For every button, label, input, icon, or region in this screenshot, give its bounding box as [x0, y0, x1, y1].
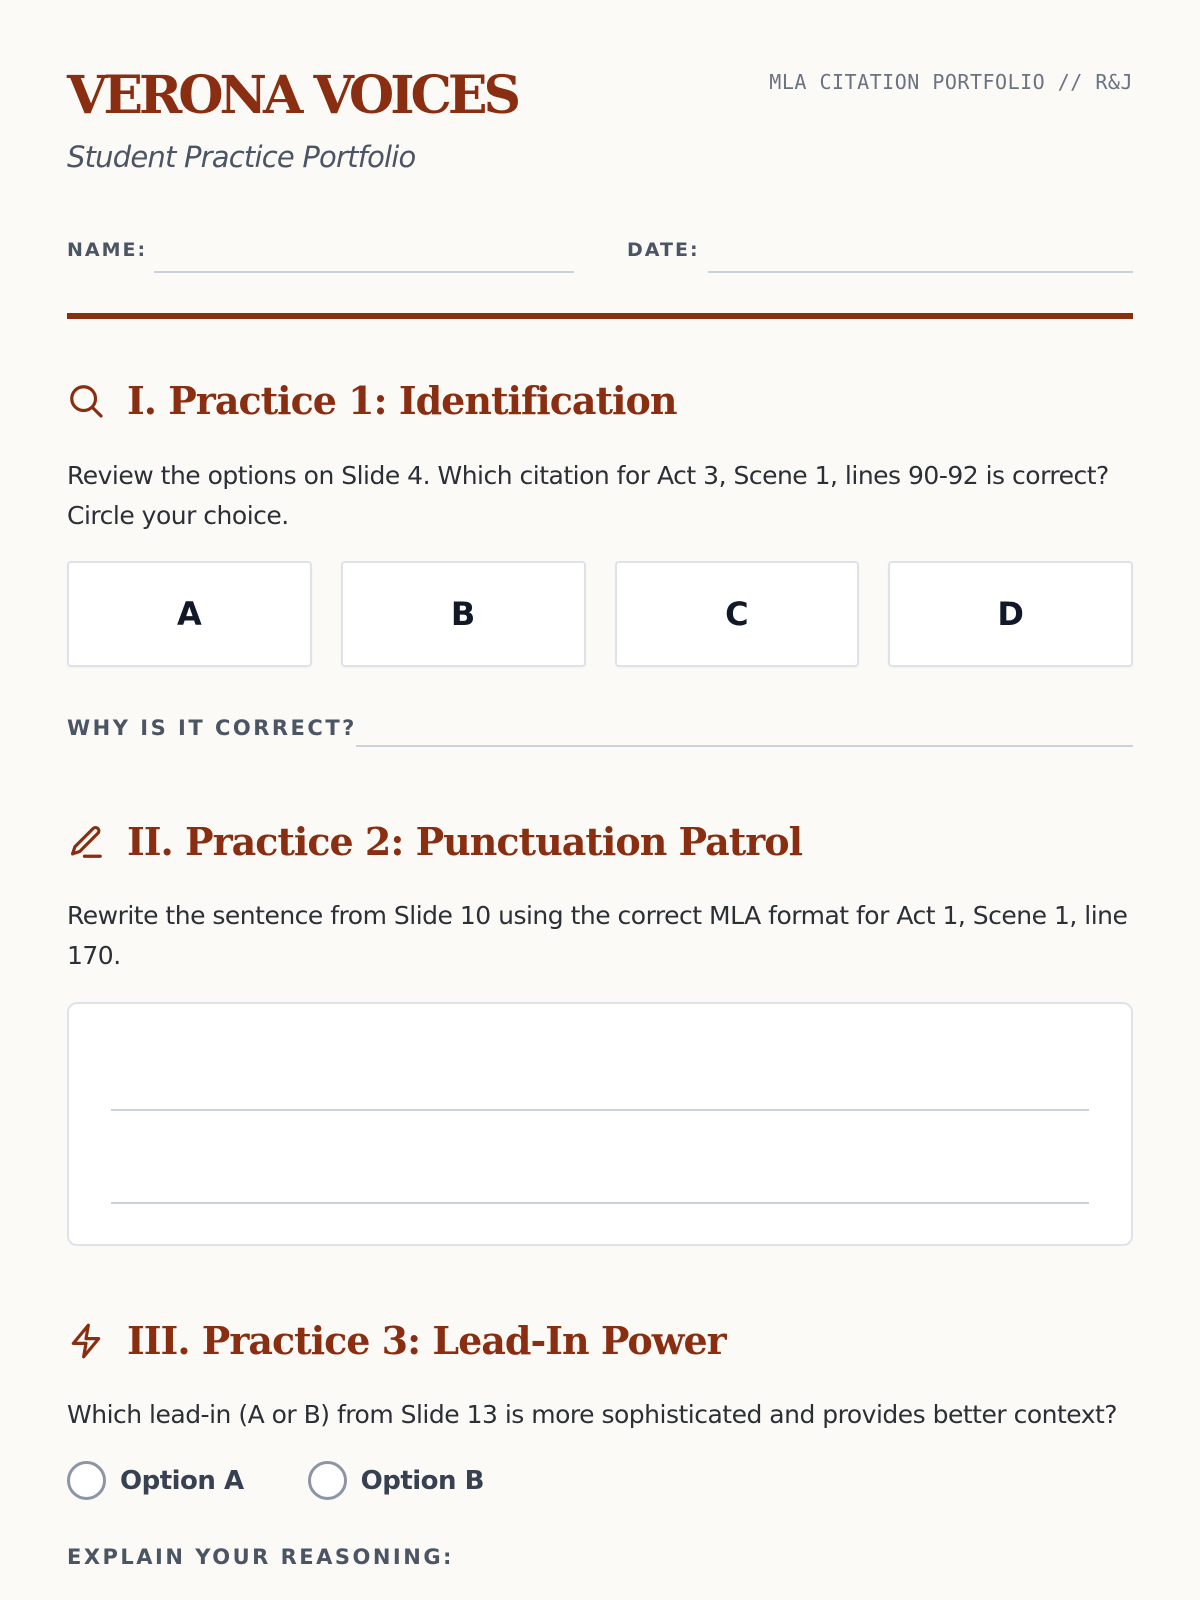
- option-a-radio[interactable]: [67, 1461, 244, 1500]
- section-2-title: II. Practice 2: Punctuation Patrol: [127, 819, 803, 864]
- rewrite-answer-box[interactable]: [67, 1002, 1133, 1246]
- section-2-heading: [67, 819, 802, 864]
- answer-line: [111, 1109, 1089, 1111]
- choice-group: [67, 561, 1133, 667]
- section-3-title: III. Practice 3: Lead-In Power: [127, 1318, 726, 1363]
- section-1-prompt: Review the options on Slide 4. Which citation for Act 3, Scene 1, lines 90-92 is correct? Circle your choice.: [67, 461, 1109, 530]
- section-3-heading: [67, 1318, 726, 1363]
- lightning-icon: [67, 1322, 105, 1360]
- worksheet-page: [67, 0, 1133, 1600]
- choice-a[interactable]: A: [67, 561, 312, 667]
- brand-title: VERONA VOICES: [67, 65, 518, 126]
- portfolio-tagline: MLA CITATION PORTFOLIO // R&J: [769, 70, 1133, 94]
- name-label: NAME:: [67, 239, 148, 261]
- name-field[interactable]: [154, 271, 574, 273]
- choice-b[interactable]: B: [341, 561, 586, 667]
- radio-circle-icon: [308, 1461, 347, 1500]
- option-b-radio[interactable]: [308, 1461, 484, 1500]
- option-a-label: Option A: [120, 1465, 244, 1496]
- choice-c[interactable]: C: [615, 561, 860, 667]
- section-1-title: I. Practice 1: Identification: [127, 378, 677, 423]
- section-3-prompt: Which lead-in (A or B) from Slide 13 is more sophisticated and provides better context?: [67, 1400, 1118, 1429]
- date-field[interactable]: [708, 271, 1133, 273]
- pencil-icon: [67, 823, 105, 861]
- radio-circle-icon: [67, 1461, 106, 1500]
- date-label: DATE:: [627, 239, 700, 261]
- why-correct-label: WHY IS IT CORRECT?: [67, 716, 357, 740]
- why-correct-field[interactable]: [356, 745, 1133, 747]
- brand-subtitle: Student Practice Portfolio: [67, 140, 416, 174]
- choice-d[interactable]: D: [888, 561, 1133, 667]
- section-2-prompt: Rewrite the sentence from Slide 10 using the correct MLA format for Act 1, Scene 1, line 170.: [67, 901, 1128, 970]
- header-divider: [67, 313, 1133, 319]
- answer-line: [111, 1202, 1089, 1204]
- option-b-label: Option B: [360, 1465, 484, 1496]
- search-icon: [67, 382, 105, 420]
- section-1-heading: [67, 378, 676, 423]
- lead-in-options: [67, 1461, 548, 1500]
- explain-reasoning-label: EXPLAIN YOUR REASONING:: [67, 1545, 454, 1569]
